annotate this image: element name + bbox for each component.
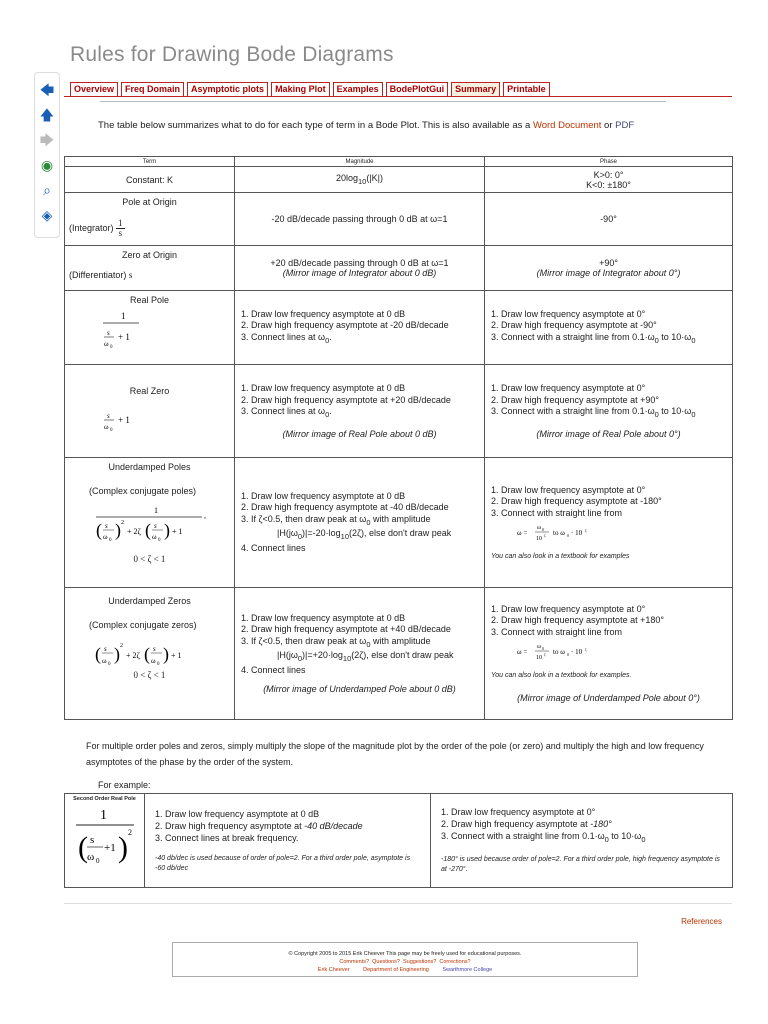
pdf-link[interactable]: PDF xyxy=(615,120,635,131)
comments-link[interactable]: Comments? xyxy=(339,959,370,965)
term-underdamped-poles: Underdamped Poles (Complex conjugate poles) 1 ( s ω 0 ) 2 + 2ζ ( s ω 0 ) + 1 , 0 < ζ < 1 xyxy=(65,458,235,588)
mag-constant: $20\log_{10}(|K|)$ xyxy=(235,167,485,193)
svg-text:ω: ω xyxy=(537,525,541,532)
department-link[interactable]: Department of Engineering xyxy=(363,967,429,973)
header-phase: Phase xyxy=(485,157,733,167)
college-link[interactable]: Swarthmore College xyxy=(442,967,493,973)
example-table xyxy=(64,793,733,888)
references-link[interactable]: References xyxy=(681,917,722,926)
help-icon[interactable]: ◈ xyxy=(41,207,53,223)
search-icon[interactable]: ⌕ xyxy=(43,182,51,198)
svg-text:s: s xyxy=(89,834,94,846)
svg-text:ω: ω xyxy=(101,657,107,665)
svg-text:to ω: to ω xyxy=(553,648,565,657)
phase-second-order: 1. Draw low frequency asymptote at 0° 2. Draw high frequency asymptote at -180° 3. Connect with a straight line from $0.1\cdot\omega_0$ to $10\cdot\omega_0$ -180° is used because order of pole=2. For a third order pole, high frequency asymptote is at -270°. xyxy=(431,794,733,888)
svg-text:0: 0 xyxy=(95,857,99,865)
svg-text:0: 0 xyxy=(157,538,160,543)
mag-pole-origin: -20 dB/decade passing through 0 dB at ω=1 xyxy=(235,193,485,246)
svg-text:0: 0 xyxy=(567,652,569,658)
underdamped-poles-formula xyxy=(90,504,210,554)
tab-overview[interactable]: Overview xyxy=(70,82,118,96)
svg-text:· 10: · 10 xyxy=(571,648,583,657)
mag-second-order: 1. Draw low frequency asymptote at 0 dB 2. Draw high frequency asymptote at -40 dB/decade 3. Connect lines at break frequency. -40 db/dec is used because of order of pole=2. For a third order pole, asymptote is -60 db/dec xyxy=(145,794,431,888)
word-document-link[interactable]: Word Document xyxy=(532,120,602,131)
underdamped-poles-range-formula xyxy=(517,521,627,545)
page-title: Rules for Drawing Bode Diagrams xyxy=(70,43,394,66)
term-real-pole: Real Pole 1 s ω 0 + 1 xyxy=(65,291,235,365)
phase-real-zero: 1. Draw low frequency asymptote at 0° 2. Draw high frequency asymptote at +90° 3. Connect with a straight line from $0.1\cdot\omega_0$ to $10\cdot\omega_0$ (Mirror image of Real Pole about 0°) xyxy=(485,365,733,458)
svg-text:2: 2 xyxy=(120,520,124,526)
phase-pole-origin: -90° xyxy=(485,193,733,246)
svg-text:2: 2 xyxy=(127,828,132,837)
svg-text:s: s xyxy=(107,329,110,337)
svg-text:ω: ω xyxy=(104,340,109,348)
svg-text:ζ: ζ xyxy=(585,528,587,534)
phase-underdamped-poles: 1. Draw low frequency asymptote at 0° 2. Draw high frequency asymptote at -180° 3. Connect with straight line from ω = ω 0 10 ζ to ω 0 · 10 ζ You can also look in a textbook for examples xyxy=(485,458,733,588)
phase-underdamped-zeros: 1. Draw low frequency asymptote at 0° 2. Draw high frequency asymptote at +180° 3. Connect with straight line from ω = ω 0 10 ζ to ω 0 · 10 ζ You can also look in a textbook for examples. (Mirror image of Underdamped Pole about 0°) xyxy=(485,588,733,720)
svg-text:0: 0 xyxy=(567,533,569,539)
term-second-order: Second Order Real Pole 1 ( s ω 0 +1 ) 2 xyxy=(65,794,145,888)
term-underdamped-zeros: Underdamped Zeros (Complex conjugate zeros) ( s ω 0 ) 2 + 2ζ ( s ω 0 ) + 1 0 < ζ < 1 xyxy=(65,588,235,720)
svg-text:1: 1 xyxy=(121,311,126,321)
svg-text:10: 10 xyxy=(536,655,542,662)
tab-bodeplotgui[interactable]: BodePlotGui xyxy=(386,82,449,96)
svg-text:+ 1: + 1 xyxy=(118,332,130,342)
svg-text:ω: ω xyxy=(104,423,109,431)
svg-text:2: 2 xyxy=(119,643,123,649)
forward-arrow-icon[interactable]: 🡆 xyxy=(39,132,55,148)
svg-text:0: 0 xyxy=(542,527,544,533)
phase-constant: K>0: 0° K<0: ±180° xyxy=(485,167,733,193)
tab-printable[interactable]: Printable xyxy=(503,82,550,96)
header-magnitude: Magnitude xyxy=(235,157,485,167)
svg-text:10: 10 xyxy=(536,536,542,543)
svg-text:ω =: ω = xyxy=(517,648,528,657)
svg-text:0: 0 xyxy=(107,662,110,667)
table-row-second-order xyxy=(65,794,733,888)
table-row-constant xyxy=(65,167,733,193)
svg-text:): ) xyxy=(114,520,121,540)
svg-text:): ) xyxy=(163,520,170,540)
questions-link[interactable]: Questions? xyxy=(372,959,400,965)
table-row-pole-origin xyxy=(65,193,733,246)
svg-text:0: 0 xyxy=(156,662,159,667)
svg-text:ω: ω xyxy=(537,644,541,651)
mag-real-zero: 1. Draw low frequency asymptote at 0 dB 2. Draw high frequency asymptote at +20 dB/decade 3. Connect lines at $\omega_0$. (Mirror image of Real Pole about 0 dB) xyxy=(235,365,485,458)
term-constant: Constant: K xyxy=(65,167,235,193)
phase-real-pole: 1. Draw low frequency asymptote at 0° 2. Draw high frequency asymptote at -90° 3. Connect with a straight line from $0.1\cdot\omega_0$ to $10\cdot\omega_0$ xyxy=(485,291,733,365)
corrections-link[interactable]: Corrections? xyxy=(439,959,471,965)
svg-text:· 10: · 10 xyxy=(571,529,583,538)
footer: © Copyright 2005 to 2015 Erik Cheever This page may be freely used for educational purposes. Comments? Questions? Suggestions? Corrections? Erik Cheever Department of Engineering Swarthmore College xyxy=(172,942,638,977)
svg-text:s: s xyxy=(107,412,110,420)
table-row-underdamped-poles xyxy=(65,458,733,588)
mag-real-pole: 1. Draw low frequency asymptote at 0 dB 2. Draw high frequency asymptote at -20 dB/decade 3. Connect lines at $\omega_0$. xyxy=(235,291,485,365)
term-pole-origin: Pole at Origin (Integrator) $\frac{1}{s}$ xyxy=(65,193,235,246)
header-term: Term xyxy=(65,157,235,167)
term-real-zero: Real Zero s ω 0 + 1 xyxy=(65,365,235,458)
svg-text:0: 0 xyxy=(110,428,113,433)
svg-text:,: , xyxy=(203,511,206,520)
svg-text:(: ( xyxy=(94,644,101,664)
real-pole-formula xyxy=(99,309,149,353)
author-link[interactable]: Erik Cheever xyxy=(317,967,350,973)
for-example-label: For example: xyxy=(98,780,151,790)
svg-text:s: s xyxy=(104,522,108,530)
tab-bar xyxy=(70,82,550,96)
svg-text:ω: ω xyxy=(151,533,157,541)
underdamped-zeros-formula xyxy=(95,638,205,670)
svg-text:+1: +1 xyxy=(103,842,116,854)
integrator-fraction: $\frac{1}{s}$ xyxy=(118,218,123,238)
svg-text:(: ( xyxy=(143,644,150,664)
svg-text:+ 1: + 1 xyxy=(170,651,182,660)
svg-text:ζ: ζ xyxy=(544,533,546,539)
svg-text:s: s xyxy=(153,522,157,530)
svg-text:+ 1: + 1 xyxy=(118,415,130,425)
svg-text:+ 2ζ: + 2ζ xyxy=(126,527,141,536)
svg-text:): ) xyxy=(117,831,128,864)
back-arrow-icon[interactable]: 🡄 xyxy=(39,82,55,98)
svg-text:ω: ω xyxy=(150,657,156,665)
svg-text:0: 0 xyxy=(542,646,544,652)
tab-divider xyxy=(64,96,732,97)
svg-text:1: 1 xyxy=(153,506,158,515)
svg-text:(: ( xyxy=(144,520,151,540)
second-order-formula xyxy=(70,805,140,875)
svg-text:s: s xyxy=(152,645,156,653)
tab-freq-domain[interactable]: Freq Domain xyxy=(121,82,184,96)
tab-asymptotic-plots[interactable]: Asymptotic plots xyxy=(187,82,268,96)
table-row-real-zero xyxy=(65,365,733,458)
table-row-underdamped-zeros xyxy=(65,588,733,720)
tab-summary[interactable]: Summary xyxy=(451,82,500,96)
footer-divider xyxy=(64,903,732,904)
svg-text:ω: ω xyxy=(86,851,94,863)
underdamped-zeros-range-formula xyxy=(517,640,627,664)
table-row-zero-origin xyxy=(65,246,733,291)
term-zero-origin: Zero at Origin (Differentiator) s xyxy=(65,246,235,291)
table-row-real-pole xyxy=(65,291,733,365)
intro-text: The table below summarizes what to do for each type of term in a Bode Plot. This is also available as a Word Document or PDF xyxy=(98,120,635,131)
mag-underdamped-poles: 1. Draw low frequency asymptote at 0 dB 2. Draw high frequency asymptote at -40 dB/decade 3. If ζ<0.5, then draw peak at $\omega_0$ with amplitude $|H(j\omega_0)|=-20\cdot\log_{10}(2\zeta)$, else don't draw peak 4. Connect lines xyxy=(235,458,485,588)
svg-text:0: 0 xyxy=(108,538,111,543)
svg-text:(: ( xyxy=(77,831,88,864)
sidebar-nav xyxy=(34,72,60,238)
mag-zero-origin: +20 dB/decade passing through 0 dB at ω=1 (Mirror image of Integrator about 0 dB) xyxy=(235,246,485,291)
svg-text:ζ: ζ xyxy=(585,647,587,653)
tab-making-plot[interactable]: Making Plot xyxy=(271,82,330,96)
svg-text:ω =: ω = xyxy=(517,529,528,538)
svg-text:): ) xyxy=(162,644,169,664)
suggestions-link[interactable]: Suggestions? xyxy=(403,959,437,965)
svg-text:to ω: to ω xyxy=(553,529,565,538)
svg-text:+ 2ζ: + 2ζ xyxy=(125,651,140,660)
multiple-order-paragraph: For multiple order poles and zeros, simply multiply the slope of the magnitude plot by the order of the pole (or zero) and multiply the high and low frequency asymptotes of the phase by the order of the system. xyxy=(86,741,704,767)
tab-examples[interactable]: Examples xyxy=(333,82,383,96)
svg-text:s: s xyxy=(103,645,107,653)
up-arrow-icon[interactable]: 🡅 xyxy=(39,107,55,123)
svg-text:0: 0 xyxy=(110,345,113,350)
summary-table xyxy=(64,156,733,720)
svg-text:ω: ω xyxy=(102,533,108,541)
real-zero-formula xyxy=(99,408,149,436)
svg-text:1: 1 xyxy=(99,808,107,823)
svg-text:ζ: ζ xyxy=(544,652,546,658)
svg-text:+ 1: + 1 xyxy=(171,527,183,536)
svg-text:(: ( xyxy=(95,520,102,540)
table-header-row xyxy=(65,157,733,167)
mag-underdamped-zeros: 1. Draw low frequency asymptote at 0 dB 2. Draw high frequency asymptote at +40 dB/decade 3. If ζ<0.5, then draw peak at $\omega_0$ with amplitude $|H(j\omega_0)|=+20\cdot\log_{10}(2\zeta)$, else don't draw peak 4. Connect lines (Mirror image of Underdamped Pole about 0 dB) xyxy=(235,588,485,720)
globe-icon[interactable]: ◉ xyxy=(40,157,54,173)
svg-text:): ) xyxy=(113,644,120,664)
sub-divider xyxy=(100,101,666,102)
phase-zero-origin: +90° (Mirror image of Integrator about 0°) xyxy=(485,246,733,291)
